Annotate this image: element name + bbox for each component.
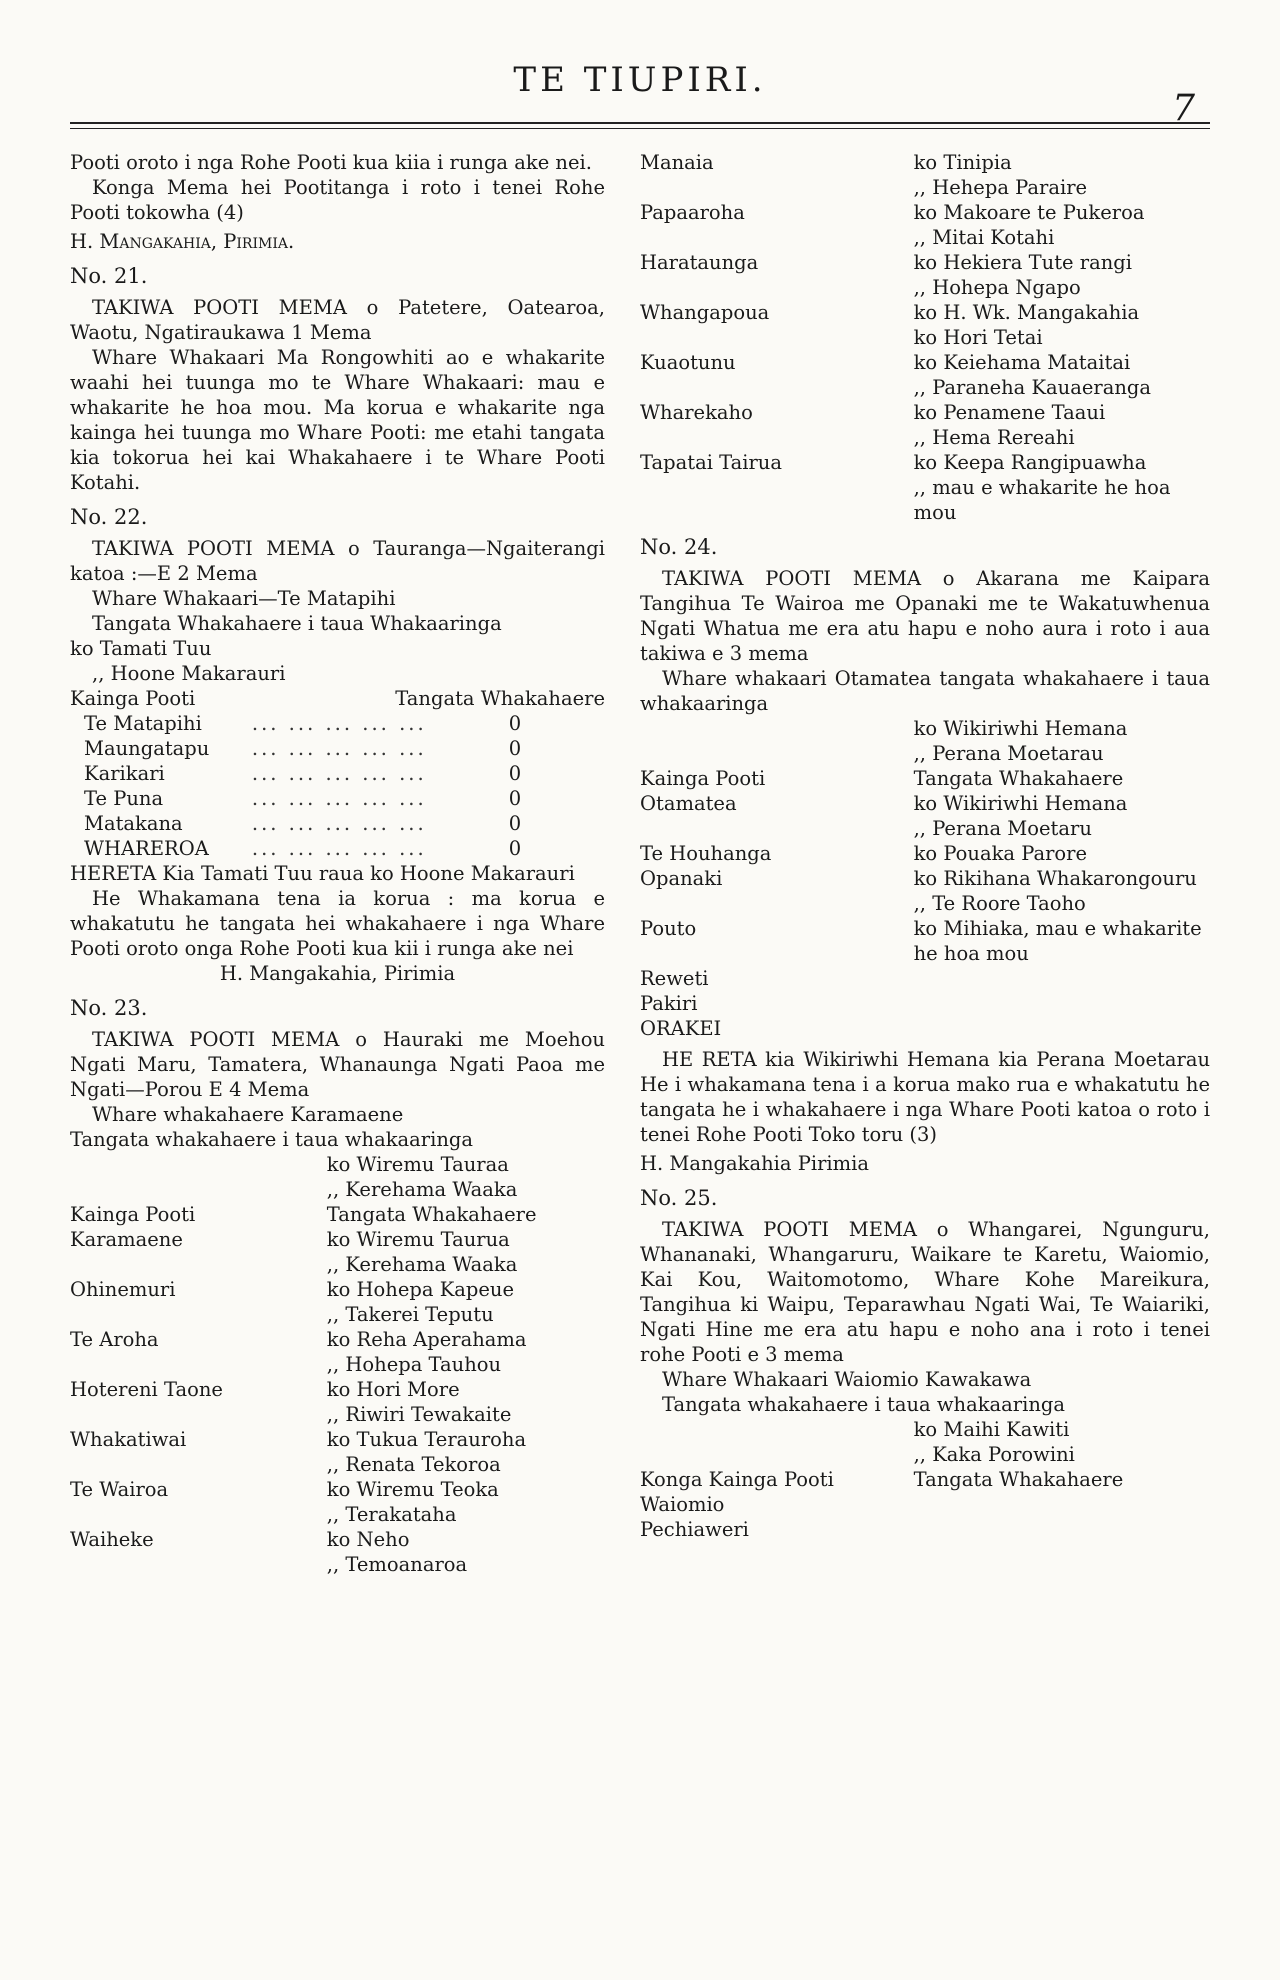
table-cell-person: ,, Hohepa Ngapo <box>913 276 1081 299</box>
page-header-title: TE TIUPIRI. <box>513 60 767 100</box>
table-row <box>640 816 1210 841</box>
left-column <box>70 150 605 1577</box>
table-row <box>640 450 1210 475</box>
table-cell-place: Hotereni Taone <box>70 1378 223 1401</box>
table-cell-place <box>70 1252 327 1277</box>
section-22-line: ,, Hoone Makarauri <box>92 662 286 685</box>
table-header-tangata: Tangata Whakahaere <box>395 687 605 710</box>
table-cell-place: Ohinemuri <box>70 1278 176 1301</box>
table-cell-person: ko Wikiriwhi Hemana <box>913 792 1128 815</box>
table-row <box>640 250 1210 275</box>
table-cell-place <box>640 716 914 741</box>
table-cell-place: Te Matapihi <box>84 712 202 735</box>
table-cell-place: Harataunga <box>640 251 759 274</box>
table-cell-person: ko Hohepa Kapeue <box>326 1278 515 1301</box>
table-cell-person: ,, Hema Rereahi <box>913 426 1075 449</box>
right-column <box>640 150 1210 1542</box>
section-25-line: Tangata whakahaere i taua whakaaringa <box>662 1393 1065 1416</box>
table-cell-leader: ... ... ... ... ... <box>251 837 427 860</box>
table-row <box>70 1202 605 1227</box>
table-cell-person: ko Hekiera Tute rangi <box>913 251 1132 274</box>
table-cell-leader: ... ... ... ... ... <box>251 787 427 810</box>
table-row <box>640 475 1210 525</box>
table-row <box>70 1377 605 1402</box>
table-cell-place: Whakatiwai <box>70 1428 187 1451</box>
table-cell-person: ko Maihi Kawiti <box>913 1418 1070 1441</box>
table-row <box>640 200 1210 225</box>
table-header-tangata: Tangata Whakahaere <box>913 1468 1124 1491</box>
table-cell-place <box>70 1302 327 1327</box>
section-24-extra-place: Reweti <box>640 967 709 990</box>
table-cell-place: Tapatai Tairua <box>640 451 782 474</box>
table-cell-person: ,, Terakataha <box>326 1503 457 1526</box>
table-cell-place: Pouto <box>640 917 697 940</box>
table-row <box>640 766 1210 791</box>
table-cell-place: Otamatea <box>640 792 737 815</box>
header-rule <box>70 122 1210 124</box>
table-cell-place: Maungatapu <box>84 737 210 760</box>
table-cell-value: 0 <box>508 787 522 810</box>
table-row <box>640 325 1210 350</box>
section-24-number: No. 24. <box>640 535 718 559</box>
table-cell-place <box>640 275 914 300</box>
table-cell-place: Kainga Pooti <box>70 1203 196 1226</box>
table-row <box>640 866 1210 891</box>
table-cell-place <box>640 425 914 450</box>
table-cell-place <box>640 325 914 350</box>
section-21-heading: TAKIWA POOTI MEMA o Patetere, Oatearoa, Waotu, Ngatiraukawa 1 Mema <box>70 296 605 344</box>
table-cell-place <box>640 475 914 525</box>
table-row <box>640 916 1210 966</box>
table-cell-place: Whangapoua <box>640 301 770 324</box>
table-cell-leader: ... ... ... ... ... <box>251 812 427 835</box>
section-22-line: Whare Whakaari—Te Matapihi <box>92 587 396 610</box>
table-row <box>640 1442 1210 1467</box>
table-cell-value: 0 <box>508 812 522 835</box>
header-rule-thin <box>70 128 1210 129</box>
table-row <box>70 811 605 836</box>
table-row <box>640 400 1210 425</box>
table-cell-person: Tangata Whakahaere <box>913 767 1124 790</box>
table-cell-person: ko Tinipia <box>913 151 1012 174</box>
section-25-number: No. 25. <box>640 1186 718 1210</box>
table-cell-leader: ... ... ... ... ... <box>251 762 427 785</box>
table-cell-place <box>70 1402 327 1427</box>
table-cell-person: ko Mihiaka, mau e whakarite he hoa mou <box>913 917 1202 965</box>
section-23-continued-table <box>640 150 1210 525</box>
table-header-kainga: Kainga Pooti <box>70 687 196 710</box>
section-24-line: Whare whakaari Otamatea tangata whakahaere i taua whakaaringa <box>640 667 1210 715</box>
section-22-table <box>70 686 605 861</box>
section-22-line: Tangata Whakahaere i taua Whakaaringa <box>92 612 502 635</box>
table-cell-person: ,, Paraneha Kauaeranga <box>913 376 1152 399</box>
intro-paragraph-1: Pooti oroto i nga Rohe Pooti kua kiia i runga ake nei. <box>70 151 592 174</box>
table-row <box>70 1177 605 1202</box>
table-cell-person: ,, Perana Moetarau <box>913 742 1104 765</box>
table-cell-person: ko Reha Aperahama <box>326 1328 527 1351</box>
table-cell-place <box>70 1152 327 1177</box>
table-row <box>640 1467 1210 1492</box>
section-24-extra-place: ORAKEI <box>640 1017 722 1040</box>
table-cell-place <box>640 375 914 400</box>
table-row <box>70 1502 605 1527</box>
section-25-heading: TAKIWA POOTI MEMA o Whangarei, Ngunguru, Whananaki, Whangaruru, Waikare te Karetu, Waiomio, Kai Kou, Waitomotomo, Whare Kohe Mareikura, Tangihua ki Waipu, Teparawhau Ngati Wai, Te Waiariki, Ngati Hine me era atu hapu e noho ana i roto i tenei rohe Pooti e 3 mema <box>640 1218 1210 1366</box>
table-row <box>640 1492 1210 1517</box>
table-cell-person: ko Wiremu Taurua <box>326 1228 510 1251</box>
table-cell-person: ,, mau e whakarite he hoa mou <box>913 476 1171 524</box>
table-cell-person: ko Pouaka Parore <box>913 842 1088 865</box>
section-22-body: He Whakamana tena ia korua : ma korua e whakatutu he tangata hei whakahaere i nga Whare Pooti oroto onga Rohe Pooti kua kii i runga ake nei <box>70 887 605 960</box>
table-row <box>70 1252 605 1277</box>
table-row <box>70 1302 605 1327</box>
table-cell-place <box>70 1502 327 1527</box>
intro-paragraph-2: Konga Mema hei Pootitanga i roto i tenei Rohe Pooti tokowha (4) <box>70 176 605 224</box>
table-row <box>70 786 605 811</box>
section-22-heading: TAKIWA POOTI MEMA o Tauranga—Ngaiterangi katoa :—E 2 Mema <box>70 537 605 585</box>
table-cell-person: ,, Riwiri Tewakaite <box>326 1403 512 1426</box>
table-cell-place <box>640 175 914 200</box>
table-cell-place <box>640 741 914 766</box>
table-cell-place: Te Puna <box>84 787 164 810</box>
table-cell-place: WHAREROA <box>84 837 209 860</box>
section-24-heading: TAKIWA POOTI MEMA o Akarana me Kaipara Tangihua Te Wairoa me Opanaki me te Wakatuwhenua Ngati Whatua me era atu hapu e noho aura i roto i aua takiwa e 3 mema <box>640 567 1210 665</box>
table-cell-place <box>70 1552 327 1577</box>
section-23-line: Tangata whakahaere i taua whakaaringa <box>70 1128 473 1151</box>
table-cell-place: Pechiaweri <box>640 1518 749 1541</box>
section-24-extra-place: Pakiri <box>640 992 698 1015</box>
table-row <box>70 1277 605 1302</box>
table-row <box>640 175 1210 200</box>
table-cell-person: ko H. Wk. Mangakahia <box>913 301 1140 324</box>
table-cell-person: ,, Temoanaroa <box>326 1553 468 1576</box>
table-cell-person: ko Neho <box>326 1528 410 1551</box>
section-21-number: No. 21. <box>70 264 148 288</box>
table-cell-leader: ... ... ... ... ... <box>251 712 427 735</box>
section-22-hereta: HERETA Kia Tamati Tuu raua ko Hoone Makarauri <box>70 862 575 885</box>
table-row <box>640 425 1210 450</box>
table-cell-place: Waiheke <box>70 1528 154 1551</box>
table-row <box>70 1152 605 1177</box>
table-cell-person: ,, Hohepa Tauhou <box>326 1353 502 1376</box>
table-cell-place: Te Aroha <box>70 1328 159 1351</box>
table-row <box>640 741 1210 766</box>
table-row <box>640 891 1210 916</box>
table-row <box>640 1417 1210 1442</box>
table-row <box>70 1527 605 1552</box>
section-22-line: ko Tamati Tuu <box>70 637 212 660</box>
table-row <box>640 841 1210 866</box>
table-cell-person: ko Penamene Taaui <box>913 401 1106 424</box>
table-row <box>70 1352 605 1377</box>
table-cell-person: ,, Kerehama Waaka <box>326 1178 518 1201</box>
table-cell-value: 0 <box>508 837 522 860</box>
table-row <box>640 1517 1210 1542</box>
table-row <box>70 836 605 861</box>
table-row <box>640 300 1210 325</box>
section-24-signature: H. Mangakahia Pirimia <box>640 1152 869 1175</box>
table-row <box>70 736 605 761</box>
table-cell-person: ,, Te Roore Taoho <box>913 892 1086 915</box>
table-cell-person: ko Tukua Terauroha <box>326 1428 527 1451</box>
table-row <box>640 791 1210 816</box>
section-24-hereta: HE RETA kia Wikiriwhi Hemana kia Perana Moetarau He i whakamana tena i a korua mako rua e whakatutu he tangata he i whakahaere i nga Whare Pooti katoa o roto i tenei Rohe Pooti Toko toru (3) <box>640 1048 1210 1146</box>
table-cell-person: ko Wiremu Teoka <box>326 1478 499 1501</box>
table-row <box>70 1427 605 1452</box>
table-cell-place: Matakana <box>84 812 183 835</box>
table-row <box>640 150 1210 175</box>
table-cell-place <box>70 1352 327 1377</box>
table-cell-person: Tangata Whakahaere <box>326 1203 537 1226</box>
table-cell-person: ,, Perana Moetaru <box>913 817 1092 840</box>
table-cell-person: ko Hori More <box>326 1378 460 1401</box>
intro-signature: H. Mangakahia, Pirimia. <box>70 230 295 253</box>
table-cell-person: ,, Hehepa Paraire <box>913 176 1088 199</box>
table-cell-place: Karikari <box>84 762 165 785</box>
table-row <box>640 375 1210 400</box>
table-cell-place <box>640 891 914 916</box>
table-cell-place: Opanaki <box>640 867 723 890</box>
table-cell-person: ko Hori Tetai <box>913 326 1043 349</box>
table-cell-place: Te Wairoa <box>70 1478 169 1501</box>
table-cell-place: Kainga Pooti <box>640 767 766 790</box>
page-number: 7 <box>1172 88 1195 129</box>
table-row <box>70 1477 605 1502</box>
table-cell-person: ,, Takerei Teputu <box>326 1303 494 1326</box>
table-cell-person: ,, Renata Tekoroa <box>326 1453 501 1476</box>
table-cell-person: ko Wikiriwhi Hemana <box>913 717 1128 740</box>
table-cell-person: ,, Kerehama Waaka <box>326 1253 518 1276</box>
table-cell-place <box>640 225 914 250</box>
table-cell-value: 0 <box>508 762 522 785</box>
table-row <box>70 761 605 786</box>
table-row <box>640 225 1210 250</box>
table-cell-place <box>640 816 914 841</box>
table-cell-person: ko Keiehama Mataitai <box>913 351 1131 374</box>
section-25-table <box>640 1417 1210 1542</box>
section-23-table <box>70 1152 605 1577</box>
table-row <box>640 716 1210 741</box>
table-row <box>70 1452 605 1477</box>
table-cell-place: Waiomio <box>640 1493 725 1516</box>
section-23-heading: TAKIWA POOTI MEMA o Hauraki me Moehou Ngati Maru, Tamatera, Whanaunga Ngati Paoa me Ngati—Porou E 4 Mema <box>70 1028 605 1101</box>
table-cell-place: Karamaene <box>70 1228 183 1251</box>
table-cell-leader: ... ... ... ... ... <box>251 737 427 760</box>
section-23-number: No. 23. <box>70 996 148 1020</box>
table-cell-place <box>70 1452 327 1477</box>
section-22-signature: H. Mangakahia, Pirimia <box>219 962 456 985</box>
table-cell-person: ko Keepa Rangipuawha <box>913 451 1147 474</box>
table-cell-person: ko Wiremu Tauraa <box>326 1153 509 1176</box>
section-22-number: No. 22. <box>70 505 148 529</box>
table-row <box>70 1402 605 1427</box>
table-cell-person: ,, Kaka Porowini <box>913 1443 1075 1466</box>
table-cell-place <box>70 1177 327 1202</box>
section-23-line: Whare whakahaere Karamaene <box>92 1103 404 1126</box>
table-row <box>640 350 1210 375</box>
table-cell-value: 0 <box>508 737 522 760</box>
section-25-line: Whare Whakaari Waiomio Kawakawa <box>662 1368 1032 1391</box>
table-cell-place: Te Houhanga <box>640 842 772 865</box>
table-row <box>70 1552 605 1577</box>
table-cell-person: ,, Mitai Kotahi <box>913 226 1055 249</box>
table-row <box>640 275 1210 300</box>
section-21-body: Whare Whakaari Ma Rongowhiti ao e whakarite waahi hei tuunga mo te Whare Whakaari: mau e whakarite he hoa mou. Ma korua e whakarite nga kainga hei tuunga mo Whare Pooti: me etahi tangata kia tokorua hei kai Whakahaere i te Whare Pooti Kotahi. <box>70 346 605 494</box>
table-cell-person: ko Makoare te Pukeroa <box>913 201 1145 224</box>
table-cell-value: 0 <box>508 712 522 735</box>
table-cell-place: Manaia <box>640 151 714 174</box>
table-row <box>70 711 605 736</box>
table-header-kainga: Konga Kainga Pooti <box>640 1468 834 1491</box>
section-24-table <box>640 716 1210 966</box>
table-row <box>70 1227 605 1252</box>
table-cell-place: Kuaotunu <box>640 351 736 374</box>
table-cell-person: ko Rikihana Whakarongouru <box>913 867 1197 890</box>
table-cell-place: Wharekaho <box>640 401 753 424</box>
table-cell-place: Papaaroha <box>640 201 745 224</box>
table-row <box>70 1327 605 1352</box>
